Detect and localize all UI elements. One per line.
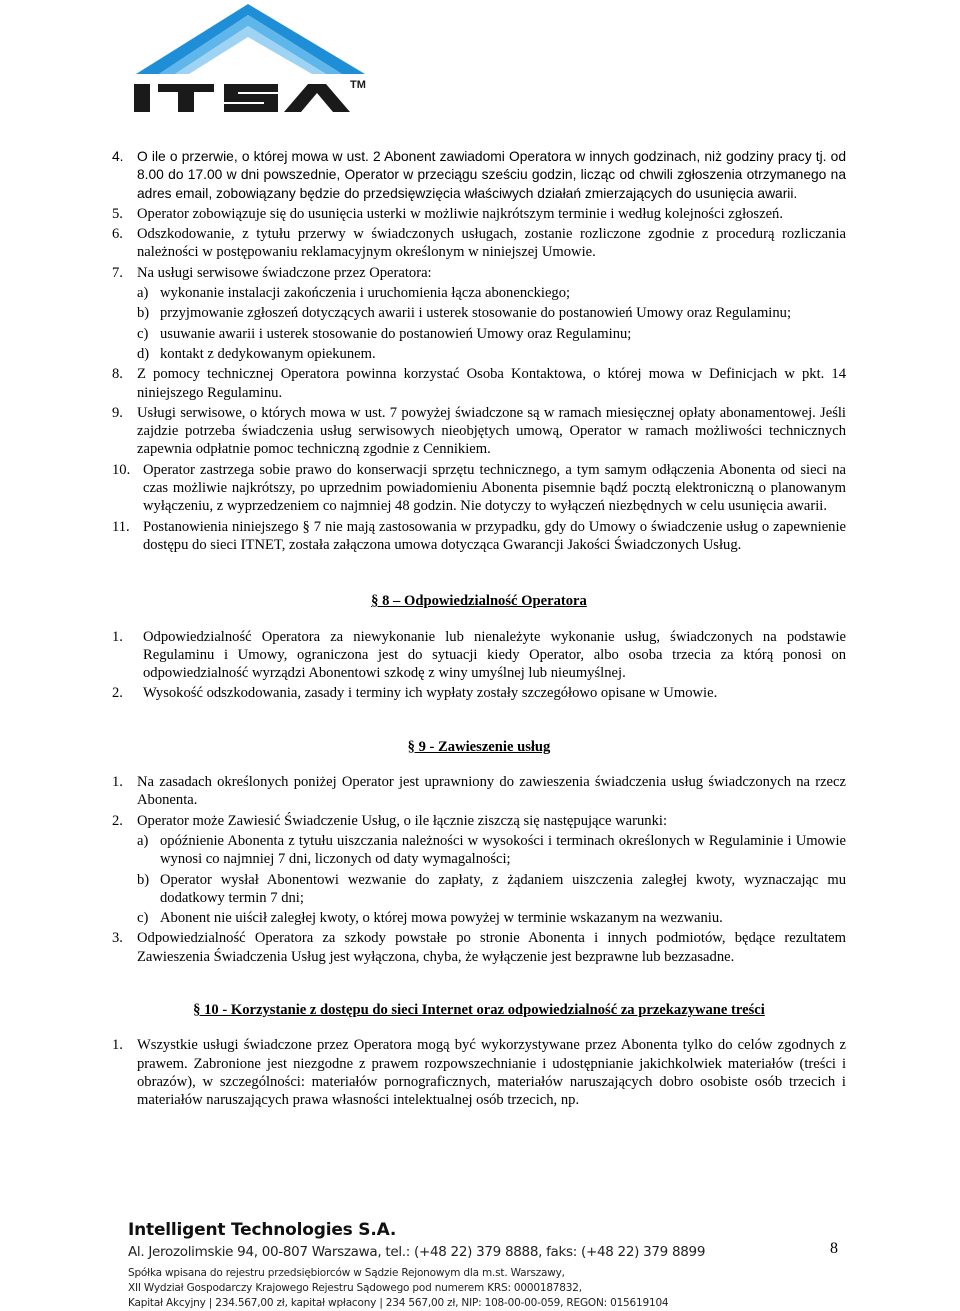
item-number: 1. (112, 774, 123, 791)
item-text: Odszkodowanie, z tytułu przerwy w świadczonych usługach, zostanie rozliczone zgodnie z procedurą rozliczania należności w postępowaniu reklamacyjnym określonym w niniejszej Umowie. (137, 226, 846, 261)
list-item (112, 225, 846, 262)
item-text: Na zasadach określonych poniżej Operator jest uprawniony do zawieszenia świadczenia usług świadczonych na rzecz Abonenta. (137, 774, 846, 809)
sub-item-text: opóźnienie Abonenta z tytułu uiszczania należności w wysokości i terminach określonych w Regulaminie i Umowie wynosi co najmniej 7 dni, liczonych od daty wymagalności; (160, 832, 846, 868)
list-item (112, 148, 846, 203)
list-item (112, 365, 846, 402)
section-7-subitems (112, 284, 846, 363)
item-text: Na usługi serwisowe świadczone przez Operatora: (137, 264, 432, 281)
item-text: Wysokość odszkodowania, zasady i terminy ich wypłaty zostały szczegółowo opisane w Umowie. (143, 685, 718, 702)
sub-item-label: d) (137, 345, 150, 362)
footer-address: Al. Jerozolimskie 94, 00-807 Warszawa, tel.: (+48 22) 379 8888, faks: (+48 22) 379 8899 (128, 1244, 706, 1260)
item-text: Odpowiedzialność Operatora za niewykonanie lub nienależyte wykonanie usług, świadczonych na podstawie Regulaminu i Umowy, ograniczona jest do sytuacji kiedy Operator, albo osoba trzecia za którą ponosi on odpowiedzialność wyrządzi Abonentowi szkodę z winy umyślnej lub nieumyślnej. (143, 628, 846, 682)
section-7-items (112, 148, 846, 282)
item-number: 6. (112, 226, 123, 243)
sub-item-label: b) (137, 305, 150, 322)
section-9-items-continued (112, 929, 846, 966)
sub-item (112, 345, 846, 363)
item-text: Z pomocy technicznej Operatora powinna korzystać Osoba Kontaktowa, o której mowa w Definicjach w pkt. 14 niniejszego Regulaminu. (137, 366, 846, 401)
section-10-title: § 10 - Korzystanie z dostępu do sieci Internet oraz odpowiedzialność za przekazywane treści (193, 1001, 765, 1018)
sub-item-label: c) (137, 910, 149, 927)
sub-item-label: a) (137, 832, 149, 849)
item-text: O ile o przerwie, o której mowa w ust. 2 Abonent zawiadomi Operatora w innych godzinach, niż godziny pracy tj. od 8.00 do 17.00 w dni powszednie, Operator w przeciągu sześciu godzin, licząc od chwili zgłoszenia otrzymanego na adres email, zobowiązany będzie do przedsięwzięcia właściwych działań zmierzających do usunięcia awarii. (137, 149, 846, 201)
sub-item (112, 871, 846, 908)
list-item (112, 1036, 846, 1109)
roof-icon (136, 4, 365, 74)
list-item (112, 461, 846, 516)
sub-item (112, 909, 846, 927)
list-item (112, 628, 846, 683)
item-text: Operator może Zawiesić Świadczenie Usług, o ile łącznie ziszczą się następujące warunki: (137, 812, 668, 829)
list-item (112, 812, 846, 830)
sub-item (112, 304, 846, 322)
sub-item-text: wykonanie instalacji zakończenia i uruchomienia łącza abonenckiego; (160, 285, 571, 302)
footer-registry-line: Spółka wpisana do rejestru przedsiębiorców w Sądzie Rejonowym dla m.st. Warszawy, (128, 1267, 565, 1279)
section-8-title: § 8 – Odpowiedzialność Operatora (371, 593, 587, 610)
item-number: 2. (112, 812, 123, 829)
section-7-items-continued (112, 365, 846, 554)
sub-item-text: Abonent nie uiścił zaległej kwoty, o której mowa powyżej w terminie wskazanym na wezwaniu. (160, 910, 723, 927)
section-8-items (112, 628, 846, 703)
item-number: 9. (112, 404, 123, 421)
page-footer (128, 1220, 848, 1311)
list-item (112, 773, 846, 810)
item-number: 1. (112, 1037, 123, 1054)
item-text: Postanowienia niniejszego § 7 nie mają zastosowania w przypadku, gdy do Umowy o świadczenie usług o zapewnienie dostępu do sieci ITNET, została załączona umowa dotycząca Gwarancji Jakości Świadczonych Usług. (143, 518, 846, 553)
item-number: 11. (112, 518, 130, 535)
item-text: Wszystkie usługi świadczone przez Operatora mogą być wykorzystywane przez Abonenta tylko do celów zgodnych z prawem. Zabronione jest niezgodne z prawem rozpowszechnianie i udostępnianie jakichkolwiek materiałów (treści i obrazów), w szczególności: materiałów pornograficznych, materiałów naruszających dobro osobiste osób trzecich i materiałów naruszających prawa własności intelektualnej osób trzecich, np. (137, 1037, 846, 1109)
item-number: 2. (112, 685, 123, 702)
sub-item-label: b) (137, 871, 150, 888)
itsa-logo (128, 4, 373, 116)
section-10-items (112, 1036, 846, 1109)
footer-company: Intelligent Technologies S.A. (128, 1220, 397, 1240)
item-text: Operator zastrzega sobie prawo do konserwacji sprzętu technicznego, a tym samym odłączenia Abonenta od sieci na czas możliwie najkrótszy, po uprzednim powiadomieniu Abonenta pisemnie bądź pocztą elektroniczną o planowanym wyłączeniu, z wyprzedzeniem co najmniej 48 godzin. Nie dotyczy to wyłączeń niezbędnych w celu usunięcia awarii. (143, 461, 846, 515)
section-9-title: § 9 - Zawieszenie usług (407, 738, 551, 755)
list-item (112, 929, 846, 966)
item-number: 1. (112, 628, 123, 645)
item-text: Usługi serwisowe, o których mowa w ust. 7 powyżej świadczone są w ramach miesięcznej opłaty abonamentowej. Jeśli zajdzie potrzeba świadczenia usług serwisowych nieobjętych umową, Operator w ramach możliwości technicznych zapewnia odpłatnie pomoc techniczną zgodnie z Cennikiem. (137, 404, 846, 458)
sub-item-text: kontakt z dedykowanym opiekunem. (160, 345, 376, 362)
sub-item-text: usuwanie awarii i usterek stosowanie do postanowień Umowy oraz Regulaminu; (160, 325, 632, 342)
logo-letters (134, 84, 350, 112)
item-text: Odpowiedzialność Operatora za szkody powstałe po stronie Abonenta i innych podmiotów, będące rezultatem Zawieszenia Świadczenia Usług jest wyłączona, chyba, że wyłączenie jest bezprawne lub bezzasadne. (137, 930, 846, 965)
document-body (112, 148, 846, 1111)
sub-item (112, 284, 846, 302)
item-text: Operator zobowiązuje się do usunięcia usterki w możliwie najkrótszym terminie i według kolejności zgłoszeń. (137, 205, 783, 222)
item-number: 7. (112, 264, 123, 281)
sub-item (112, 832, 846, 869)
sub-item-text: przyjmowanie zgłoszeń dotyczących awarii i usterek stosowanie do postanowień Umowy oraz Regulaminu; (160, 305, 791, 322)
item-number: 3. (112, 930, 123, 947)
footer-capital-line: Kapitał Akcyjny | 234.567,00 zł, kapitał wpłacony | 234 567,00 zł, NIP: 108-00-00-059, REGON: 015619104 (128, 1297, 669, 1309)
item-number: 4. (112, 149, 124, 164)
section-9-subitems (112, 832, 846, 927)
sub-item-text: Operator wysłał Abonentowi wezwanie do zapłaty, z żądaniem uiszczenia zaległej kwoty, wyznaczając mu dodatkowy termin 7 dni; (160, 871, 846, 906)
section-9-items (112, 773, 846, 830)
list-item (112, 684, 846, 702)
footer-krs-line: XII Wydział Gospodarczy Krajowego Rejestru Sądowego pod numerem KRS: 0000187832, (128, 1282, 582, 1294)
sub-item (112, 325, 846, 343)
page-number: 8 (830, 1240, 838, 1257)
list-item (112, 264, 846, 282)
trademark-mark: TM (350, 79, 366, 91)
list-item (112, 518, 846, 555)
item-number: 10. (112, 461, 131, 478)
sub-item-label: c) (137, 325, 149, 342)
list-item (112, 404, 846, 459)
item-number: 5. (112, 205, 123, 222)
sub-item-label: a) (137, 285, 149, 302)
item-number: 8. (112, 366, 123, 383)
list-item (112, 205, 846, 223)
